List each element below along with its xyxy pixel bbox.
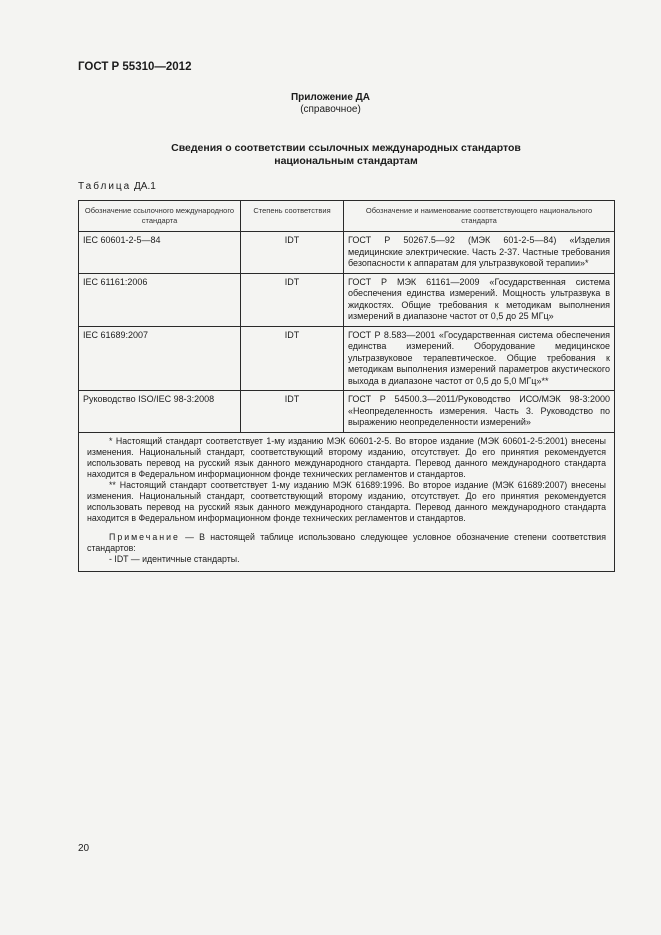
cell-standard: Руководство ISO/IEC 98-3:2008 [79,391,241,433]
table-caption [78,181,156,192]
cell-national: ГОСТ Р 54500.3—2011/Руководство ИСО/МЭК 98-3:2000 «Неопределенность измерения. Часть 3. Руководство по выражению неопределенности измерений» [344,391,615,433]
table-row [79,273,615,326]
table-row [79,326,615,391]
annex-header [0,92,661,116]
cell-degree: IDT [241,232,344,274]
table-note [87,532,606,554]
table-footnotes-row [79,432,615,571]
correspondence-table [78,200,615,572]
table-row [79,391,615,433]
table-caption-number: ДА.1 [134,181,156,192]
table-caption-word: Таблица [78,181,132,192]
cell-degree: IDT [241,273,344,326]
cell-national: ГОСТ Р 8.583—2001 «Государственная система обеспечения единства измерений. Оборудование медицинское ультразвуковое терапевтическое. Общие требования к методикам выполнения измерений параметров акустического выхода в диапазоне частот от 0,5 до 5,0 МГц»** [344,326,615,391]
document-code: ГОСТ Р 55310—2012 [78,61,192,73]
heading-line-2: национальным стандартам [274,155,418,167]
page-number: 20 [78,843,90,854]
heading-line-1: Сведения о соответствии ссылочных международных стандартов [171,142,521,154]
cell-standard: IEC 61689:2007 [79,326,241,391]
table-header-row [79,201,615,232]
note-text: — В настоящей таблице использовано следующее условное обозначение степени соответствия стандартов: [87,531,606,553]
cell-standard: IEC 61161:2006 [79,273,241,326]
cell-national: ГОСТ Р 50267.5—92 (МЭК 601-2-5—84) «Изделия медицинские электрические. Часть 2-37. Частные требования безопасности к аппаратам для ультразвуковой терапии»* [344,232,615,274]
annex-subtitle: (справочное) [300,104,361,115]
cell-national: ГОСТ Р МЭК 61161—2009 «Государственная система обеспечения единства измерений. Мощность ультразвука в жидкостях. Общие требования к методикам выполнения измерений в диапазоне частот от 0,5 до 25 МГц» [344,273,615,326]
section-heading [150,142,542,168]
note-item: - IDT — идентичные стандарты. [109,553,240,564]
table-footnotes [79,432,615,571]
header-degree: Степень соответствия [241,201,344,232]
annex-title: Приложение ДА [290,92,371,103]
cell-degree: IDT [241,326,344,391]
footnote-2: ** Настоящий стандарт соответствует 1-му изданию МЭК 61689:1996. Во второе издание (МЭК 61689:2007) внесены изменения. Национальный стандарт, соответствующий второму изданию, отсутствует. До его принятия рекомендуется использовать перевод на русский язык данного международного стандарта. Перевод данного международного стандарта находится в Федеральном информационном фонде технических регламентов и стандартов. [87,479,606,523]
table-row [79,232,615,274]
cell-degree: IDT [241,391,344,433]
header-national-standard: Обозначение и наименование соответствующего национального стандарта [344,201,615,232]
cell-standard: IEC 60601-2-5—84 [79,232,241,274]
note-label: Примечание [109,531,180,542]
footnote-1: * Настоящий стандарт соответствует 1-му изданию МЭК 60601-2-5. Во второе издание (МЭК 60601-2-5:2001) внесены изменения. Национальный стандарт, соответствующий второму изданию, отсутствует. До его принятия рекомендуется использовать перевод на русский язык данного международного стандарта. Перевод данного международного стандарта находится в Федеральном информационном фонде технических регламентов и стандартов. [87,435,606,479]
header-international-standard: Обозначение ссылочного международного стандарта [79,201,241,232]
